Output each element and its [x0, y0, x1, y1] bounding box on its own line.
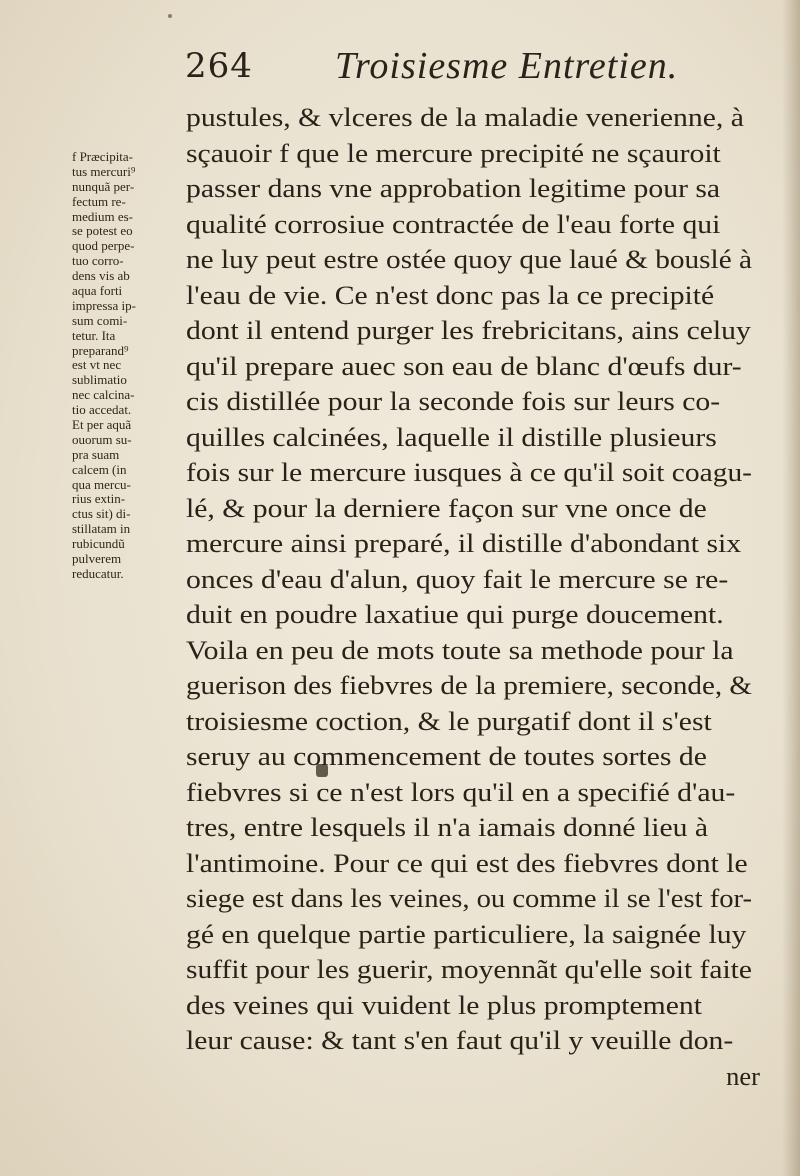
text-line: des veines qui vuident le plus promptement: [186, 989, 703, 1020]
margin-note-line: medium es-: [72, 208, 134, 224]
margin-note-line: sum comi-: [72, 312, 128, 328]
margin-note-line: rius extin-: [72, 491, 126, 507]
text-line: pustules, & vlceres de la maladie venerienne, à: [186, 102, 744, 132]
text-line: qu'il prepare auec son eau de blanc d'œufs dur-: [186, 350, 742, 381]
margin-note-line: calcem (in: [72, 461, 127, 477]
margin-note-line: ctus sit) di-: [72, 506, 131, 522]
margin-note-line: nunquã per-: [72, 178, 135, 194]
margin-note-line: stillatam in: [72, 521, 131, 537]
text-line: quilles calcinées, laquelle il distille plusieurs: [186, 421, 717, 452]
text-line: siege est dans les veines, ou comme il se l'est for-: [186, 883, 752, 913]
page-number: 264: [185, 46, 253, 86]
text-line: l'eau de vie. Ce n'est donc pas la ce precipité: [186, 279, 715, 310]
margin-note-line: dens vis ab: [72, 268, 130, 284]
margin-note-line: pra suam: [72, 446, 120, 462]
margin-note-line: sublimatio: [72, 372, 127, 388]
text-line: cis distillée pour la seconde fois sur leurs co-: [186, 386, 721, 416]
text-line: gé en quelque partie particuliere, la saignée luy: [186, 918, 747, 949]
text-line: fois sur le mercure iusques à ce qu'il soit coagu-: [186, 457, 753, 487]
text-line: passer dans vne approbation legitime pour sa: [186, 173, 721, 203]
margin-note-line: quod perpe-: [72, 238, 135, 254]
ink-speck: [168, 14, 172, 18]
text-line: seruy au commencement de toutes sortes de: [186, 741, 707, 771]
margin-note-line: qua mercu-: [72, 476, 131, 492]
margin-note-line: rubicundũ: [72, 536, 125, 552]
body-text: [186, 100, 770, 1094]
text-line: onces d'eau d'alun, quoy fait le mercure se re-: [186, 563, 729, 594]
margin-note-line: nec calcina-: [72, 387, 135, 403]
text-line: Voila en peu de mots toute sa methode pour la: [186, 634, 734, 665]
margin-note-line: impressa ip-: [72, 297, 136, 313]
margin-note-line: preparand⁹: [72, 342, 129, 358]
text-line: sçauoir f que le mercure precipité ne sçauroit: [186, 137, 721, 168]
text-line: l'antimoine. Pour ce qui est des fiebvres dont le: [186, 847, 748, 878]
page-header: [185, 42, 745, 94]
text-line: ne luy peut estre ostée quoy que laué & bouslé à: [186, 244, 753, 274]
running-title: Troisiesme Entretien.: [335, 45, 679, 87]
text-line: suffit pour les guerir, moyennãt qu'elle soit faite: [186, 954, 752, 984]
text-line: fiebvres si ce n'est lors qu'il en a specifié d'au-: [186, 776, 736, 807]
margin-note-line: ouorum su-: [72, 431, 132, 447]
margin-note-line: f Præcipita-: [72, 149, 134, 164]
text-line: qualité corrosiue contractée de l'eau forte qui: [186, 208, 721, 239]
margin-note-line: se potest eo: [72, 223, 133, 239]
text-line: tres, entre lesquels il n'a iamais donné lieu à: [186, 812, 709, 842]
text-line: dont il entend purger les frebricitans, ains celuy: [186, 315, 751, 345]
margin-note-line: tus mercuri⁹: [72, 163, 136, 179]
margin-note-line: fectum re-: [72, 193, 126, 209]
margin-note-line: tuo corro-: [72, 253, 124, 269]
margin-note-line: est vt nec: [72, 357, 122, 373]
text-line: leur cause: & tant s'en faut qu'il y veuille don-: [186, 1025, 734, 1055]
margin-note-line: aqua forti: [72, 283, 123, 299]
text-line: troisiesme coction, & le purgatif dont il s'est: [186, 705, 712, 736]
margin-note-line: pulverem: [72, 551, 122, 567]
margin-note-line: Et per aquã: [72, 417, 132, 433]
margin-note-line: reducatur.: [72, 565, 124, 581]
text-line: duit en poudre laxatiue qui purge doucement.: [186, 599, 724, 629]
margin-note-line: tetur. Ita: [72, 327, 116, 343]
margin-note: [72, 150, 182, 582]
text-line: lé, & pour la derniere façon sur vne once de: [186, 492, 707, 523]
margin-note-line: tio accedat.: [72, 402, 132, 418]
text-line: mercure ainsi preparé, il distille d'abondant six: [186, 528, 742, 558]
catchword: ner: [726, 1060, 760, 1091]
text-line: guerison des fiebvres de la premiere, seconde, &: [186, 670, 753, 700]
